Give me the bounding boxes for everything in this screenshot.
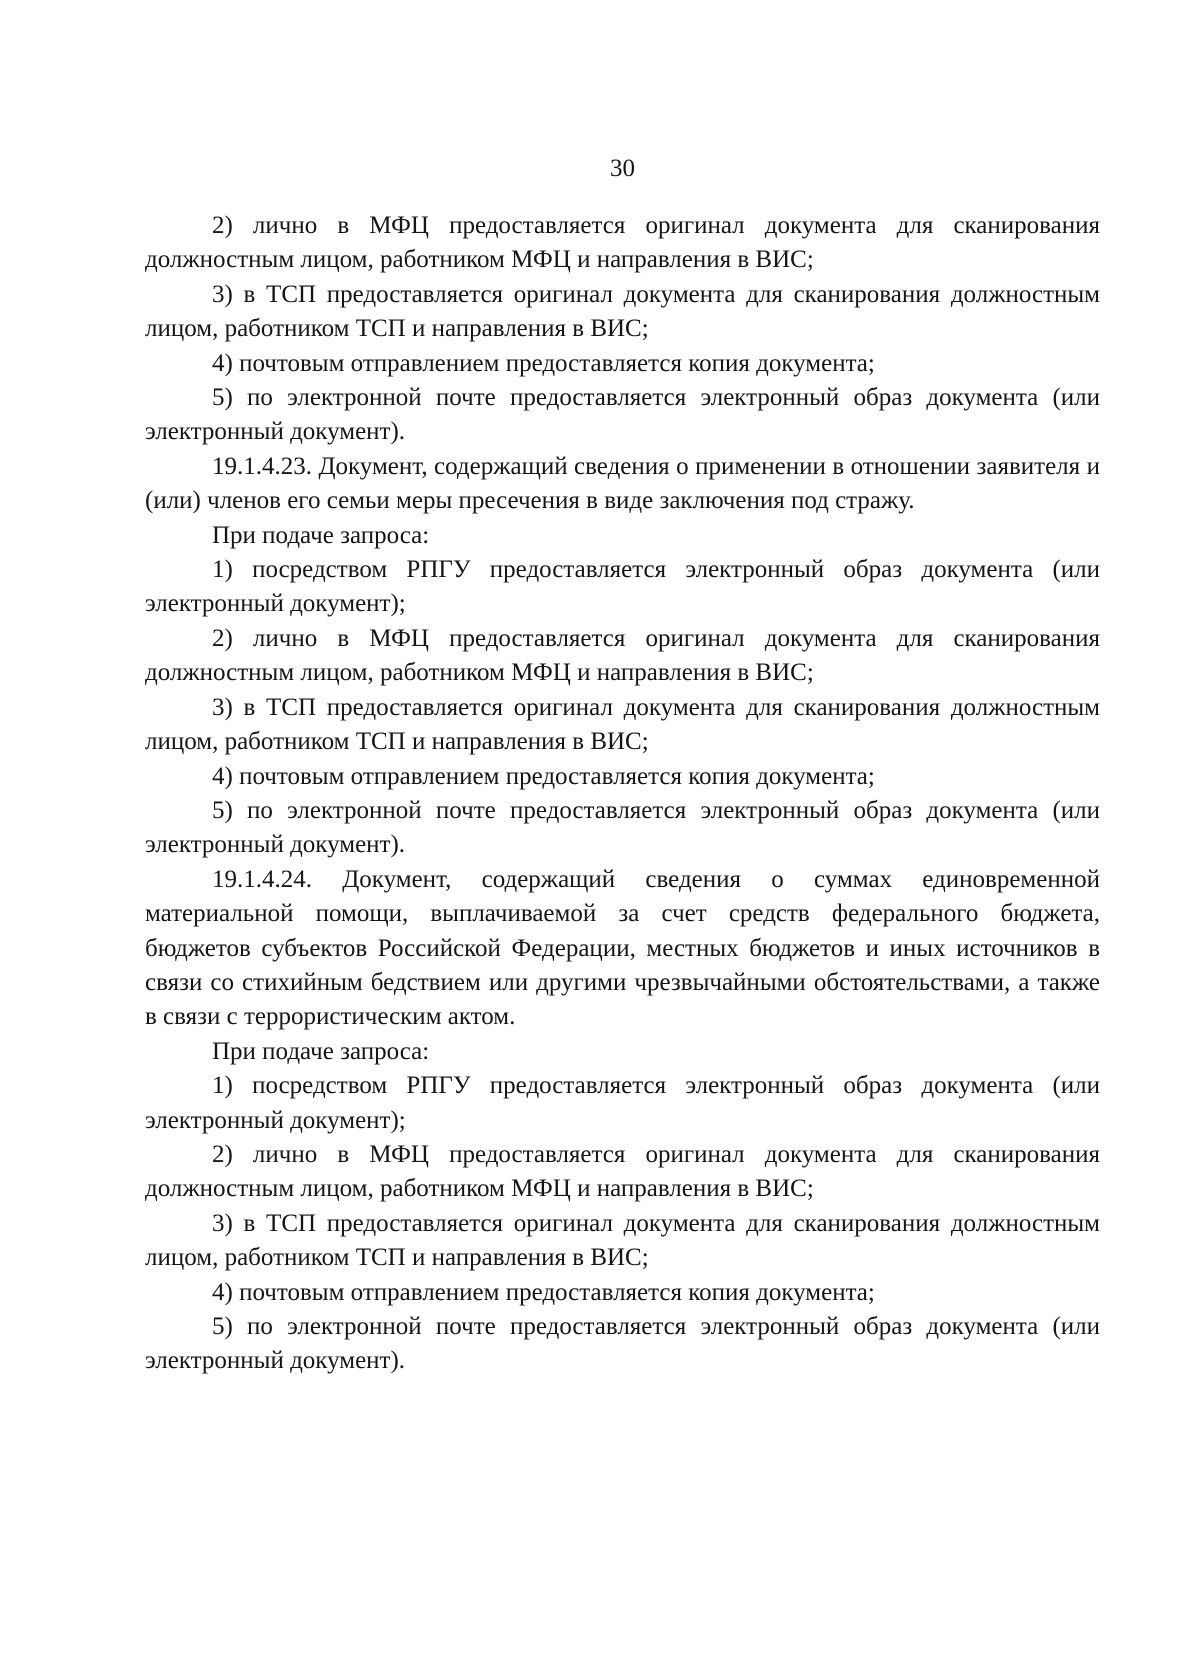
paragraph-item-1-rpgu: 1) посредством РПГУ предоставляется электронный образ документа (или электронный документ);: [145, 1072, 1100, 1134]
page-number: 30: [610, 155, 635, 182]
paragraph-item-3-tsp: 3) в ТСП предоставляется оригинал документа для сканирования должностным лицом, работником ТСП и направления в ВИС;: [145, 1209, 1100, 1272]
paragraph-item-2-mfc: 2) лично в МФЦ предоставляется оригинал документа для сканирования должностным лицом, работником МФЦ и направления в ВИС;: [145, 624, 1100, 687]
paragraph-item-2-mfc: 2) лично в МФЦ предоставляется оригинал документа для сканирования должностным лицом, работником МФЦ и направления в ВИС;: [145, 212, 1100, 274]
paragraph-section-19-1-4-23: 19.1.4.23. Документ, содержащий сведения о применении в отношении заявителя и (или) членов его семьи меры пресечения в виде заключения под стражу.: [145, 452, 1100, 515]
paragraph-item-5-email: 5) по электронной почте предоставляется электронный образ документа (или электронный документ).: [145, 384, 1100, 446]
paragraph-item-4-mail: 4) почтовым отправлением предоставляется копия документа;: [212, 1278, 875, 1306]
paragraph-request-intro: При подаче запроса:: [212, 1037, 430, 1065]
paragraph-item-4-mail: 4) почтовым отправлением предоставляется копия документа;: [212, 762, 875, 790]
paragraph-request-intro: При подаче запроса:: [212, 521, 430, 549]
paragraph-item-1-rpgu: 1) посредством РПГУ предоставляется электронный образ документа (или электронный документ);: [145, 556, 1100, 618]
paragraph-item-4-mail: 4) почтовым отправлением предоставляется копия документа;: [212, 349, 875, 377]
paragraph-item-5-email: 5) по электронной почте предоставляется электронный образ документа (или электронный документ).: [145, 1313, 1100, 1375]
paragraph-item-3-tsp: 3) в ТСП предоставляется оригинал документа для сканирования должностным лицом, работником ТСП и направления в ВИС;: [145, 280, 1100, 343]
document-body: [145, 209, 1100, 1379]
paragraph-item-2-mfc: 2) лично в МФЦ предоставляется оригинал документа для сканирования должностным лицом, работником МФЦ и направления в ВИС;: [145, 1140, 1100, 1203]
paragraph-item-3-tsp: 3) в ТСП предоставляется оригинал документа для сканирования должностным лицом, работником ТСП и направления в ВИС;: [145, 693, 1100, 756]
paragraph-section-19-1-4-24: 19.1.4.24. Документ, содержащий сведения о суммах единовременной материальной помощи, выплачиваемой за счет средств федерального бюджета, бюджетов субъектов Российской Федерации, местных бюджетов и иных источников в связи со стихийным бедствием или другими чрезвычайными обстоятельствами, а также в связи с террористическим актом.: [145, 865, 1100, 1031]
paragraph-item-5-email: 5) по электронной почте предоставляется электронный образ документа (или электронный документ).: [145, 796, 1100, 859]
